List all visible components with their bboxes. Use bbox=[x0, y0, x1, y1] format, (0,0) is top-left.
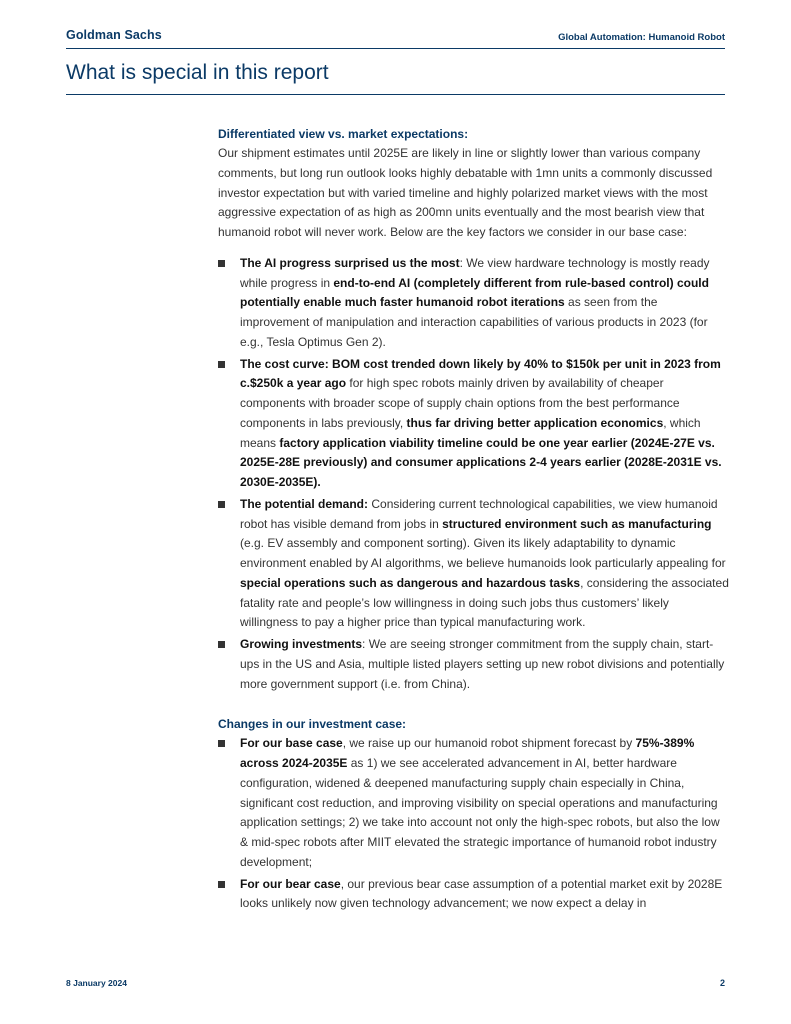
investment-case-list bbox=[218, 734, 730, 914]
square-bullet-icon bbox=[218, 361, 225, 368]
square-bullet-icon bbox=[218, 740, 225, 747]
page-number: 2 bbox=[719, 978, 725, 988]
list-item-base-case: For our base case, we raise up our humanoid robot shipment forecast by 75%-389% across 2024-2035E as 1) we see accelerated advancement in AI, better hardware configuration, widened & deepened manufacturing supply chain especially in China, significant cost reduction, and improving visibility on special operations and manufacturing application settings; 2) we take into account not only the high-spec robots, but also the low & mid-spec robots after MIIT elevated the strategic importance of humanoid robot industry development; bbox=[218, 734, 730, 872]
header-divider bbox=[66, 48, 725, 49]
main-content bbox=[218, 124, 730, 916]
list-item-potential-demand: The potential demand: Considering current technological capabilities, we view humanoid robot has visible demand from jobs in structured environment such as manufacturing (e.g. EV assembly and component sorting). Given its likely adaptability to dynamic environment enabled by AI algorithms, we believe humanoids look particularly appealing for special operations such as dangerous and hazardous tasks, considering the associated fatality rate and people’s low willingness in doing such jobs thus customers’ likely willingness to pay a higher price than typical manufacturing work. bbox=[218, 495, 730, 633]
report-series-title: Global Automation: Humanoid Robot bbox=[558, 32, 725, 43]
square-bullet-icon bbox=[218, 641, 225, 648]
list-item-growing-investments: Growing investments: We are seeing stronger commitment from the supply chain, start-ups in the US and Asia, multiple listed players setting up new robot divisions and potentially more government support (i.e. from China). bbox=[218, 635, 730, 694]
list-item-ai-progress: The AI progress surprised us the most: We view hardware technology is mostly ready while progress in end-to-end AI (completely different from rule-based control) could potentially enable much faster humanoid robot iterations as seen from the improvement of manipulation and interaction capabilities of various products in 2023 (for e.g., Tesla Optimus Gen 2). bbox=[218, 254, 730, 353]
differentiated-view-heading: Differentiated view vs. market expectations: bbox=[218, 127, 469, 141]
differentiated-view-intro: Our shipment estimates until 2025E are likely in line or slightly lower than various company comments, but long run outlook looks highly debatable with 1mn units a commonly discussed investor expectation but with varied timeline and highly polarized market views with the most aggressive expectation of as high as 200mn units eventually and the most bearish view that humanoid robot will never work. Below are the key factors we consider in our base case: bbox=[218, 146, 713, 239]
square-bullet-icon bbox=[218, 881, 225, 888]
page-title: What is special in this report bbox=[66, 61, 329, 84]
title-divider bbox=[66, 94, 725, 95]
investment-case-heading: Changes in our investment case: bbox=[218, 717, 407, 732]
brand-name: Goldman Sachs bbox=[66, 28, 162, 42]
list-item-bear-case: For our bear case, our previous bear case assumption of a potential market exit by 2028E looks unlikely now given technology advancement; we now expect a delay in bbox=[218, 875, 730, 915]
list-item-cost-curve: The cost curve: BOM cost trended down likely by 40% to $150k per unit in 2023 from c.$250k a year ago for high spec robots mainly driven by availability of cheaper components with broader scope of supply chain options from the best performance components in labs previously, thus far driving better application economics, which means factory application viability timeline could be one year earlier (2024E-27E vs. 2025E-28E previously) and consumer applications 2-4 years earlier (2028E-2031E vs. 2030E-2035E). bbox=[218, 355, 730, 493]
square-bullet-icon bbox=[218, 501, 225, 508]
square-bullet-icon bbox=[218, 260, 225, 267]
publication-date: 8 January 2024 bbox=[66, 978, 127, 988]
key-factors-list bbox=[218, 254, 730, 695]
